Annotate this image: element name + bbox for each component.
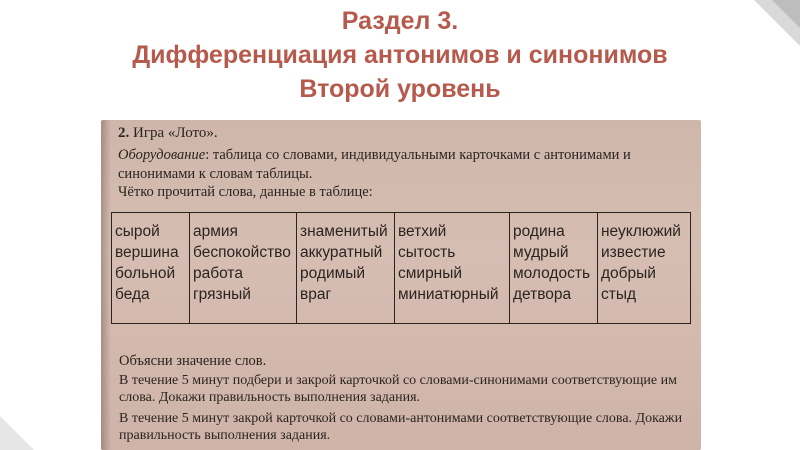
corner-decoration-bottom [0,416,34,450]
equipment-text: : таблица со словами, индивидуальными карточками с антонимами и синонимами к словам таблицы. [118,147,631,182]
table-word: неуклюжий [601,223,681,240]
table-column [510,213,598,323]
synonym-task-paragraph: В течение 5 минут подбери и закрой карточкой со словами-синонимами соответствующие им слова. Докажи правильность выполнения задания. [119,373,677,405]
title-topic: Дифференциация антонимов и синонимов [132,41,668,69]
table-word: вершина [115,244,179,261]
table-word: ветхий [398,223,447,240]
table-column [395,213,510,323]
table-word: известие [601,244,666,261]
table-word: сырой [115,223,160,240]
slide-title [0,4,800,106]
table-word: грязный [193,286,251,303]
table-word: добрый [601,265,656,282]
explain-instruction: Объясни значение слов. [119,353,267,369]
title-section: Раздел 3. [341,7,459,35]
table-column [190,213,297,323]
table-word: армия [193,223,238,240]
table-word: миниатюрный [398,286,499,303]
antonym-task-paragraph: В течение 5 минут закрой карточкой со словами-антонимами соответствующие слова. Докажи правильность выполнения задания. [119,411,683,443]
task-heading [118,125,218,142]
table-word: стыд [601,286,637,303]
word-table [111,212,691,324]
table-word: мудрый [513,244,569,261]
table-word: враг [300,286,332,303]
table-word: родина [513,223,565,240]
page-shadow [101,120,111,450]
task-number: 2. [118,125,130,141]
equipment-label: Оборудование [118,147,206,163]
table-word: знаменитый [300,223,388,240]
title-level: Второй уровень [299,75,501,103]
table-word: работа [193,265,243,282]
read-instruction: Чётко прочитай слова, данные в таблице: [118,184,373,200]
table-word: детвора [513,286,572,303]
table-word: родимый [300,265,366,282]
table-column [297,213,395,323]
task-title: Игра «Лото». [133,125,218,141]
table-word: беда [115,286,150,303]
table-column [112,213,190,323]
table-word: сытость [398,244,456,261]
table-column [598,213,689,323]
table-word: смирный [398,265,463,282]
table-word: больной [115,265,176,282]
table-word: молодость [513,265,591,282]
table-word: аккуратный [300,244,383,261]
equipment-paragraph [118,146,693,184]
textbook-photo [101,120,701,450]
table-word: беспокойство [193,244,291,261]
